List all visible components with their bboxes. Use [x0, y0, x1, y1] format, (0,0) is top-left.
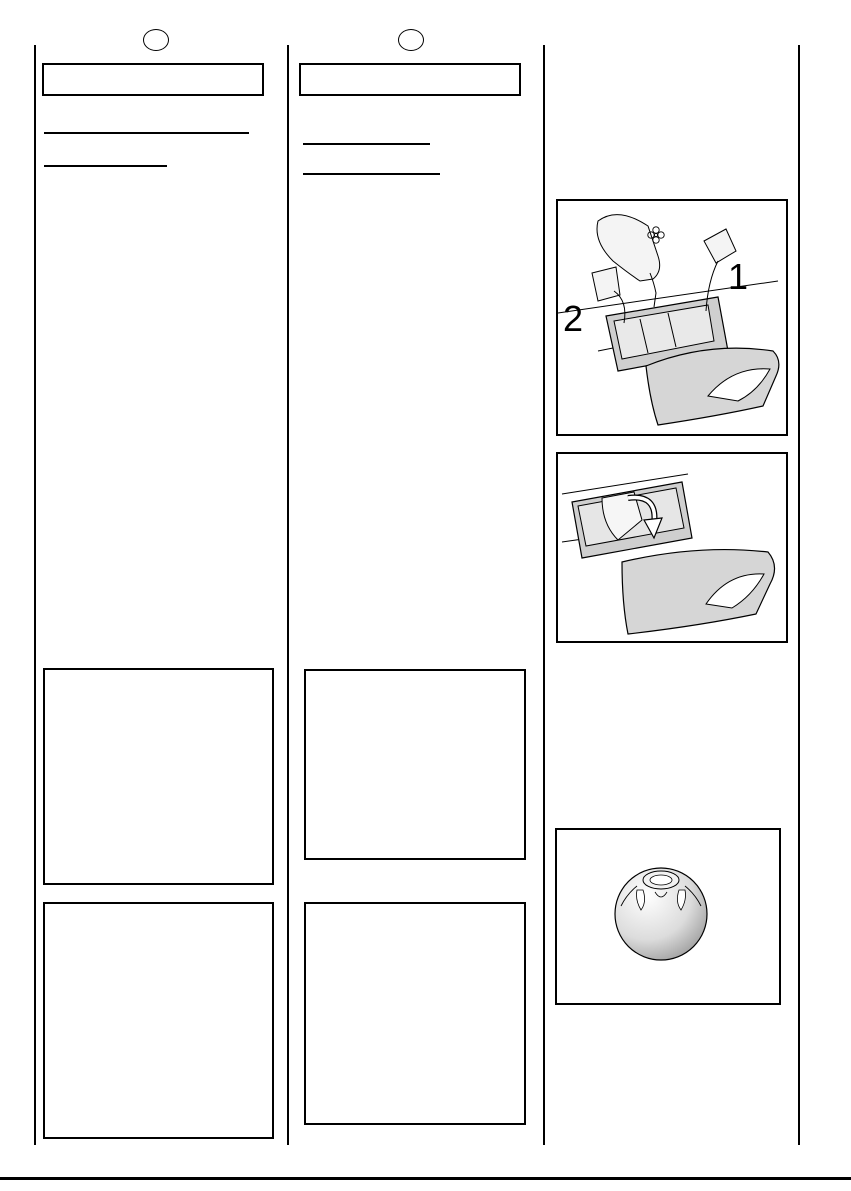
heading-underline-left-2: [44, 165, 167, 167]
note-box-right-1: [304, 669, 526, 860]
dispenser-filling-illustration: [558, 201, 786, 434]
heading-underline-right-2: [303, 173, 440, 175]
column-divider-2: [287, 45, 289, 1145]
note-box-left-1: [43, 668, 274, 885]
compartment-label-1: 1: [728, 256, 749, 297]
compartment-label-2: 2: [563, 298, 584, 339]
column-divider-4: [798, 45, 800, 1145]
heading-underline-right-1: [303, 143, 430, 145]
figure-dispenser-filling: [556, 199, 788, 436]
figure-dispenser-liquid-insert: [556, 452, 788, 643]
language-marker-left: [143, 29, 169, 51]
liquid-insert-illustration: [558, 454, 786, 641]
dosing-ball-illustration: [557, 830, 779, 1003]
column-divider-3: [543, 45, 545, 1145]
figure-dosing-ball: [555, 828, 781, 1005]
section-title-box-left: [42, 63, 264, 96]
column-divider-1: [34, 45, 36, 1145]
language-marker-right: [398, 29, 424, 51]
note-box-left-2: [43, 902, 274, 1139]
note-box-right-2: [304, 902, 526, 1125]
heading-underline-left-1: [44, 132, 249, 134]
page-bottom-rule: [0, 1177, 851, 1180]
section-title-box-right: [299, 63, 521, 96]
